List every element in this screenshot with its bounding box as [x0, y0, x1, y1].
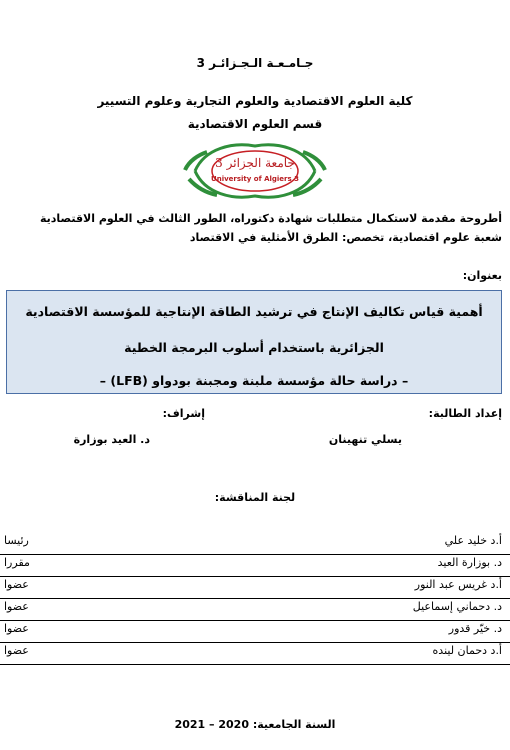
thesis-title-line-1: أهمية قياس تكاليف الإنتاج في ترشيد الطاقة الإنتاجية للمؤسسة الاقتصادية — [25, 304, 483, 319]
committee-member-role: عضوا — [4, 644, 29, 657]
committee-member-name: أ.د غريس عبد النور — [414, 578, 502, 591]
thesis-title-line-3: – دراسة حالة مؤسسة ملبنة ومجبنة بودواو (LFB) – — [99, 373, 409, 388]
committee-member-row — [0, 578, 510, 599]
prepared-by-label: إعداد الطالبة: — [428, 407, 502, 420]
thesis-description-block — [8, 209, 502, 247]
supervision-label: إشراف: — [162, 407, 205, 420]
committee-member-name: أ.د خليد علي — [444, 534, 502, 547]
committee-member-role: عضوا — [4, 622, 29, 635]
committee-member-name: أ.د دحمان لينده — [432, 644, 502, 657]
committee-member-role: عضوا — [4, 600, 29, 613]
logo-arabic-text: جامعة الجزائر 3 — [215, 156, 295, 170]
logo-english-text: University of Algiers 3 — [211, 175, 299, 183]
committee-member-row — [0, 622, 510, 643]
committee-member-role: عضوا — [4, 578, 29, 591]
thesis-title-line-2: الجزائرية باستخدام أسلوب البرمجة الخطية — [124, 340, 384, 355]
committee-member-role: مقررا — [4, 556, 30, 569]
subject-label: بعنوان: — [462, 269, 502, 282]
committee-member-row — [0, 534, 510, 555]
supervisor-name: د. العيد بوزارة — [73, 433, 150, 446]
committee-member-row — [0, 556, 510, 577]
committee-member-name: د. دحماني إسماعيل — [412, 600, 502, 613]
student-name: يسلي تنهينان — [328, 433, 402, 446]
university-logo — [175, 136, 335, 206]
committee-member-role: رئيسا — [4, 534, 29, 547]
committee-title: لجنة المناقشة: — [214, 491, 296, 504]
committee-member-name: د. خيّر قدور — [448, 622, 502, 635]
committee-member-row — [0, 600, 510, 621]
university-name: جـامـعـة الـجـزائـر 3 — [196, 56, 314, 70]
department-name: قسم العلوم الاقتصادية — [187, 117, 323, 131]
thesis-title-box — [6, 290, 502, 394]
committee-member-name: د. بوزارة العيد — [437, 556, 502, 569]
faculty-name: كلية العلوم الاقتصادية والعلوم التجارية وعلوم التسيير — [97, 94, 413, 108]
thesis-description: أطروحة مقدمة لاستكمال متطلبات شهادة دكتوراه، الطور الثالث في العلوم الاقتصادية — [39, 212, 502, 225]
specialty-line: شعبة علوم اقتصادية، تخصص: الطرق الأمثلية في الاقتصاد — [189, 231, 502, 244]
committee-member-row — [0, 644, 510, 665]
academic-year: السنة الجامعية: 2020 – 2021 — [174, 718, 336, 731]
